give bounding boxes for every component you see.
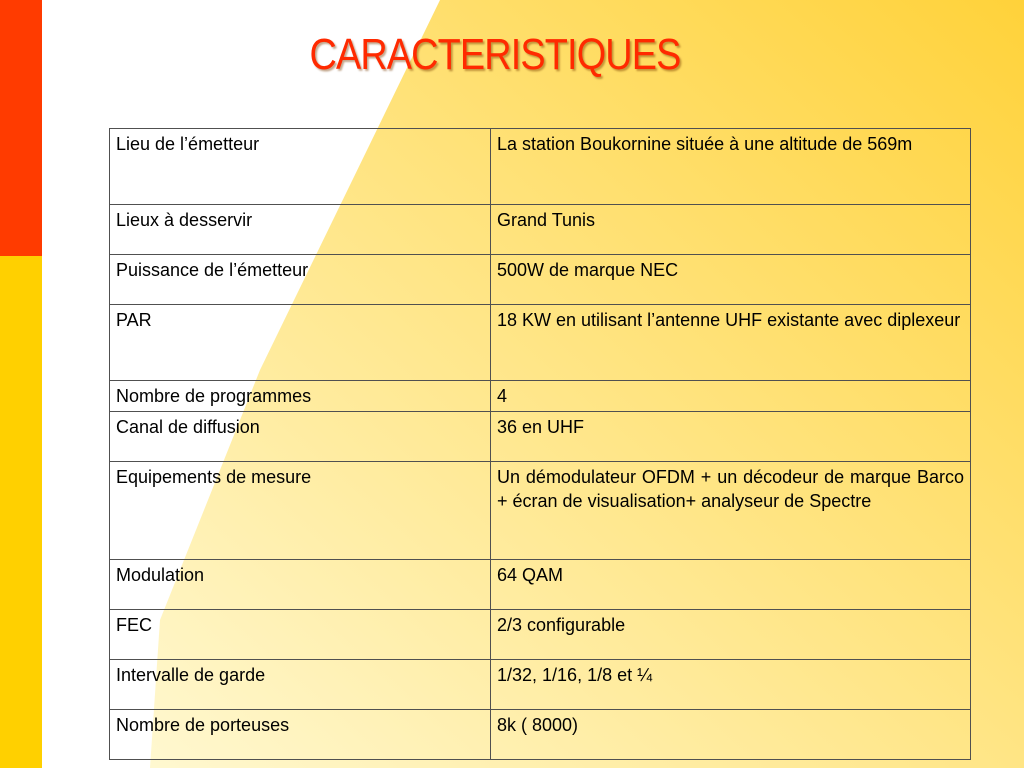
row-value: 18 KW en utilisant l’antenne UHF existante avec diplexeur <box>491 305 971 381</box>
row-label: PAR <box>110 305 491 381</box>
row-value: 4 <box>491 381 971 412</box>
characteristics-table <box>109 128 971 760</box>
table-row <box>110 205 971 255</box>
table-row <box>110 560 971 610</box>
row-value: 2/3 configurable <box>491 610 971 660</box>
row-value: 8k ( 8000) <box>491 710 971 760</box>
row-value: Grand Tunis <box>491 205 971 255</box>
row-label: FEC <box>110 610 491 660</box>
row-value: La station Boukornine située à une altitude de 569m <box>491 129 971 205</box>
row-value: Un démodulateur OFDM + un décodeur de marque Barco + écran de visualisation+ analyseur de Spectre <box>491 462 971 560</box>
row-value: 64 QAM <box>491 560 971 610</box>
table-row <box>110 610 971 660</box>
row-label: Nombre de programmes <box>110 381 491 412</box>
row-label: Modulation <box>110 560 491 610</box>
row-label: Canal de diffusion <box>110 412 491 462</box>
row-label: Nombre de porteuses <box>110 710 491 760</box>
table-row <box>110 255 971 305</box>
row-label: Puissance de l’émetteur <box>110 255 491 305</box>
row-label: Lieux à desservir <box>110 205 491 255</box>
row-value: 500W de marque NEC <box>491 255 971 305</box>
slide-title: CARACTERISTIQUES <box>309 30 681 79</box>
row-label: Equipements de mesure <box>110 462 491 560</box>
row-label: Intervalle de garde <box>110 660 491 710</box>
table-row <box>110 462 971 560</box>
row-value: 1/32, 1/16, 1/8 et ¼ <box>491 660 971 710</box>
row-label: Lieu de l’émetteur <box>110 129 491 205</box>
table-row <box>110 412 971 462</box>
table-row <box>110 129 971 205</box>
row-value: 36 en UHF <box>491 412 971 462</box>
table-row <box>110 660 971 710</box>
table-row <box>110 305 971 381</box>
table-row <box>110 381 971 412</box>
table-row <box>110 710 971 760</box>
